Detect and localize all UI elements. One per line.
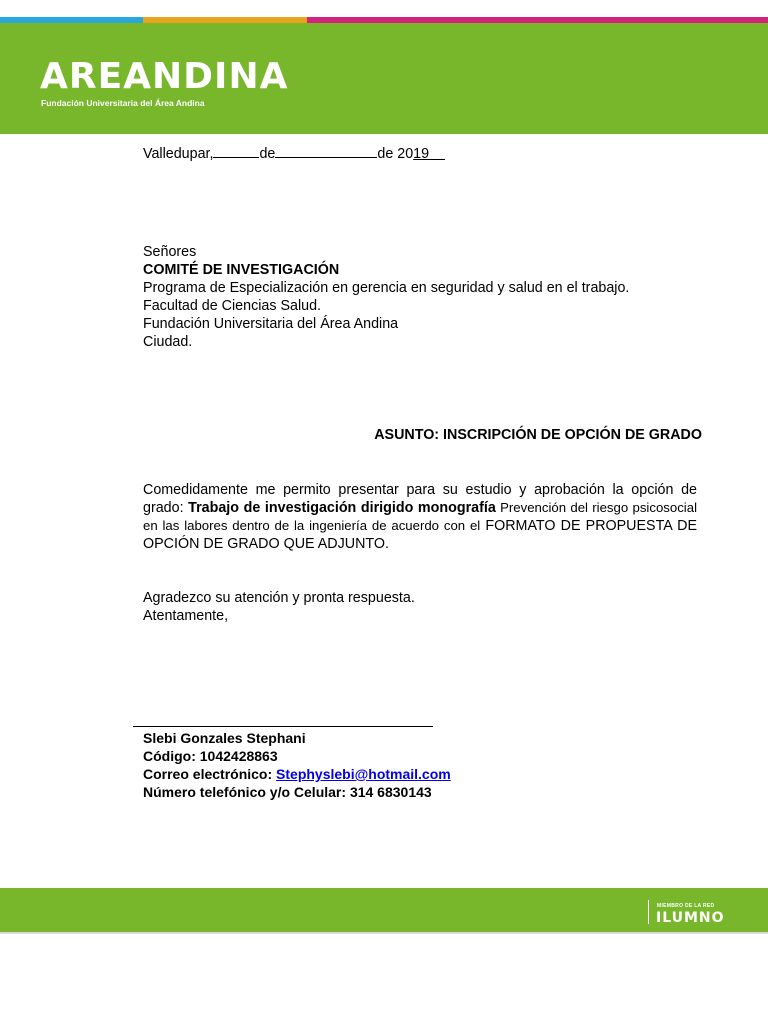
thanks-line: Agradezco su atención y pronta respuesta. (143, 590, 415, 606)
place: Valledupar, (143, 146, 214, 162)
areandina-logo: AREANDINA (40, 56, 289, 97)
header-band (0, 23, 768, 134)
year-suffix: 19 (413, 146, 430, 162)
signature-block (143, 729, 451, 801)
code-row: Código: 1042428863 (143, 748, 278, 764)
code-value: 1042428863 (199, 748, 278, 764)
day-blank (213, 143, 259, 158)
footer-band (0, 888, 768, 932)
institution-name: Fundación Universitaria del Área Andina (143, 316, 399, 332)
footer-divider (648, 900, 649, 924)
logo-subtitle: Fundación Universitaria del Área Andina (41, 98, 205, 108)
salutation: Señores (143, 244, 197, 260)
addressee-block (143, 243, 698, 351)
signature-line (133, 726, 433, 727)
date-line (143, 143, 698, 163)
body-intro: Comedidamente me permito presentar para su estudio y aprobación la opción de grado: (143, 482, 697, 516)
closing-line: Atentamente, (143, 608, 229, 624)
de-2: de 20 (377, 146, 414, 162)
email-link[interactable]: Stephyslebi@hotmail.com (276, 766, 451, 782)
faculty-name: Facultad de Ciencias Salud. (143, 298, 322, 314)
phone-value: 314 6830143 (349, 784, 432, 800)
body-format: FORMATO DE PROPUESTA DE OPCIÓN DE GRADO QUE ADJUNTO. (143, 518, 697, 552)
committee-name: COMITÉ DE INVESTIGACIÓN (143, 262, 340, 278)
program-name: Programa de Especialización en gerencia en seguridad y salud en el trabajo. (143, 280, 630, 296)
body-paragraph (143, 481, 697, 553)
email-row: Correo electrónico: Stephyslebi@hotmail.com (143, 766, 451, 782)
body-bold-title: Trabajo de investigación dirigido monografía (188, 500, 496, 516)
body-topic: Prevención del riesgo psicosocial en las labores dentro de la ingeniería de acuerdo con el (143, 500, 698, 533)
closing-block (143, 589, 698, 625)
phone-row: Número telefónico y/o Celular: 314 6830143 (143, 784, 432, 800)
footer-shadow (0, 932, 768, 934)
signer-name: Slebi Gonzales Stephani (143, 730, 306, 746)
month-blank (275, 143, 377, 158)
de-1: de (259, 146, 276, 162)
network-label: MIEMBRO DE LA RED (657, 903, 715, 909)
ilumno-logo: ILUMNO (656, 910, 725, 926)
subject-line: ASUNTO: INSCRIPCIÓN DE OPCIÓN DE GRADO (374, 427, 702, 443)
city: Ciudad. (143, 334, 193, 350)
